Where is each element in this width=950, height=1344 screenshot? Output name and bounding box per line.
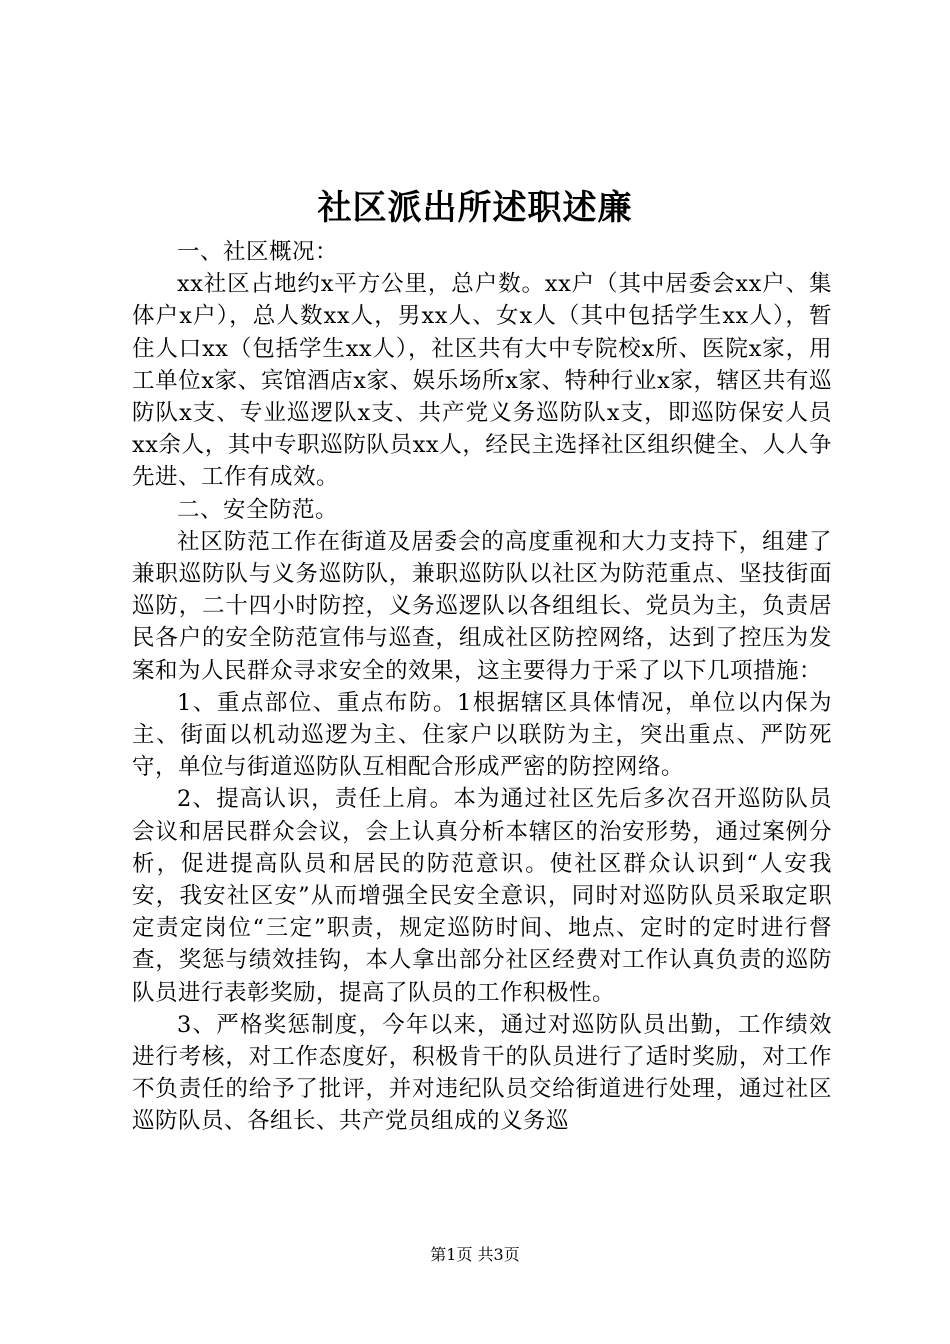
- section-heading-overview: 一、社区概况：: [177, 239, 339, 265]
- page-footer: 第1页 共3页: [430, 1245, 520, 1264]
- paragraph-measure-3: 3、严格奖惩制度，今年以来，通过对巡防队员出勤，工作绩效进行考核，对工作态度好，积极肯干的队员进行了适时奖励，对工作不负责任的给予了批评，并对违纪队员交给街道进行处理，通过社区巡防队员、各组长、共产党员组成的义务巡: [132, 1011, 832, 1135]
- document-body: [132, 236, 832, 1138]
- section-heading-security: 二、安全防范。: [177, 496, 339, 523]
- paragraph-measure-1: 1、重点部位、重点布防。1根据辖区具体情况，单位以内保为主、街面以机动巡逻为主、住家户以联防为主，突出重点、严防死守，单位与街道巡防队互相配合形成严密的防控网络。: [132, 689, 832, 781]
- paragraph-measure-2: 2、提高认识，责任上肩。本为通过社区先后多次召开巡防队员会议和居民群众会议，会上认真分析本辖区的治安形势，通过案例分析，促进提高队员和居民的防范意识。使社区群众认识到“人安我安，我安社区安”从而增强全民安全意识，同时对巡防队员采取定职定责定岗位“三定”职责，规定巡防时间、地点、定时的定时进行督查，奖惩与绩效挂钩，本人拿出部分社区经费对工作认真负责的巡防队员进行表彰奖励，提高了队员的工作积极性。: [132, 786, 832, 1006]
- paragraph-security: 社区防范工作在街道及居委会的高度重视和大力支持下，组建了兼职巡防队与义务巡防队，兼职巡防队以社区为防范重点、坚技街面巡防，二十四小时防控，义务巡逻队以各组组长、党员为主，负责居民各户的安全防范宣伟与巡查，组成社区防控网络，达到了控压为发案和为人民群众寻求安全的效果，这主要得力于采了以下几项措施：: [132, 528, 832, 684]
- paragraph-overview: xx社区占地约x平方公里，总户数。xx户（其中居委会xx户、集体户x户），总人数xx人，男xx人、女x人（其中包括学生xx人），暂住人口xx（包括学生xx人），社区共有大中专院校x所、医院x家，用工单位x家、宾馆酒店x家、娱乐场所x家、特种行业x家，辖区共有巡防队x支、专业巡逻队x支、共产党义务巡防队x支，即巡防保安人员xx余人，其中专职巡防队员xx人，经民主选择社区组织健全、人人争先进、工作有成效。: [132, 271, 832, 491]
- document-title: 社区派出所述职述廉: [317, 188, 633, 228]
